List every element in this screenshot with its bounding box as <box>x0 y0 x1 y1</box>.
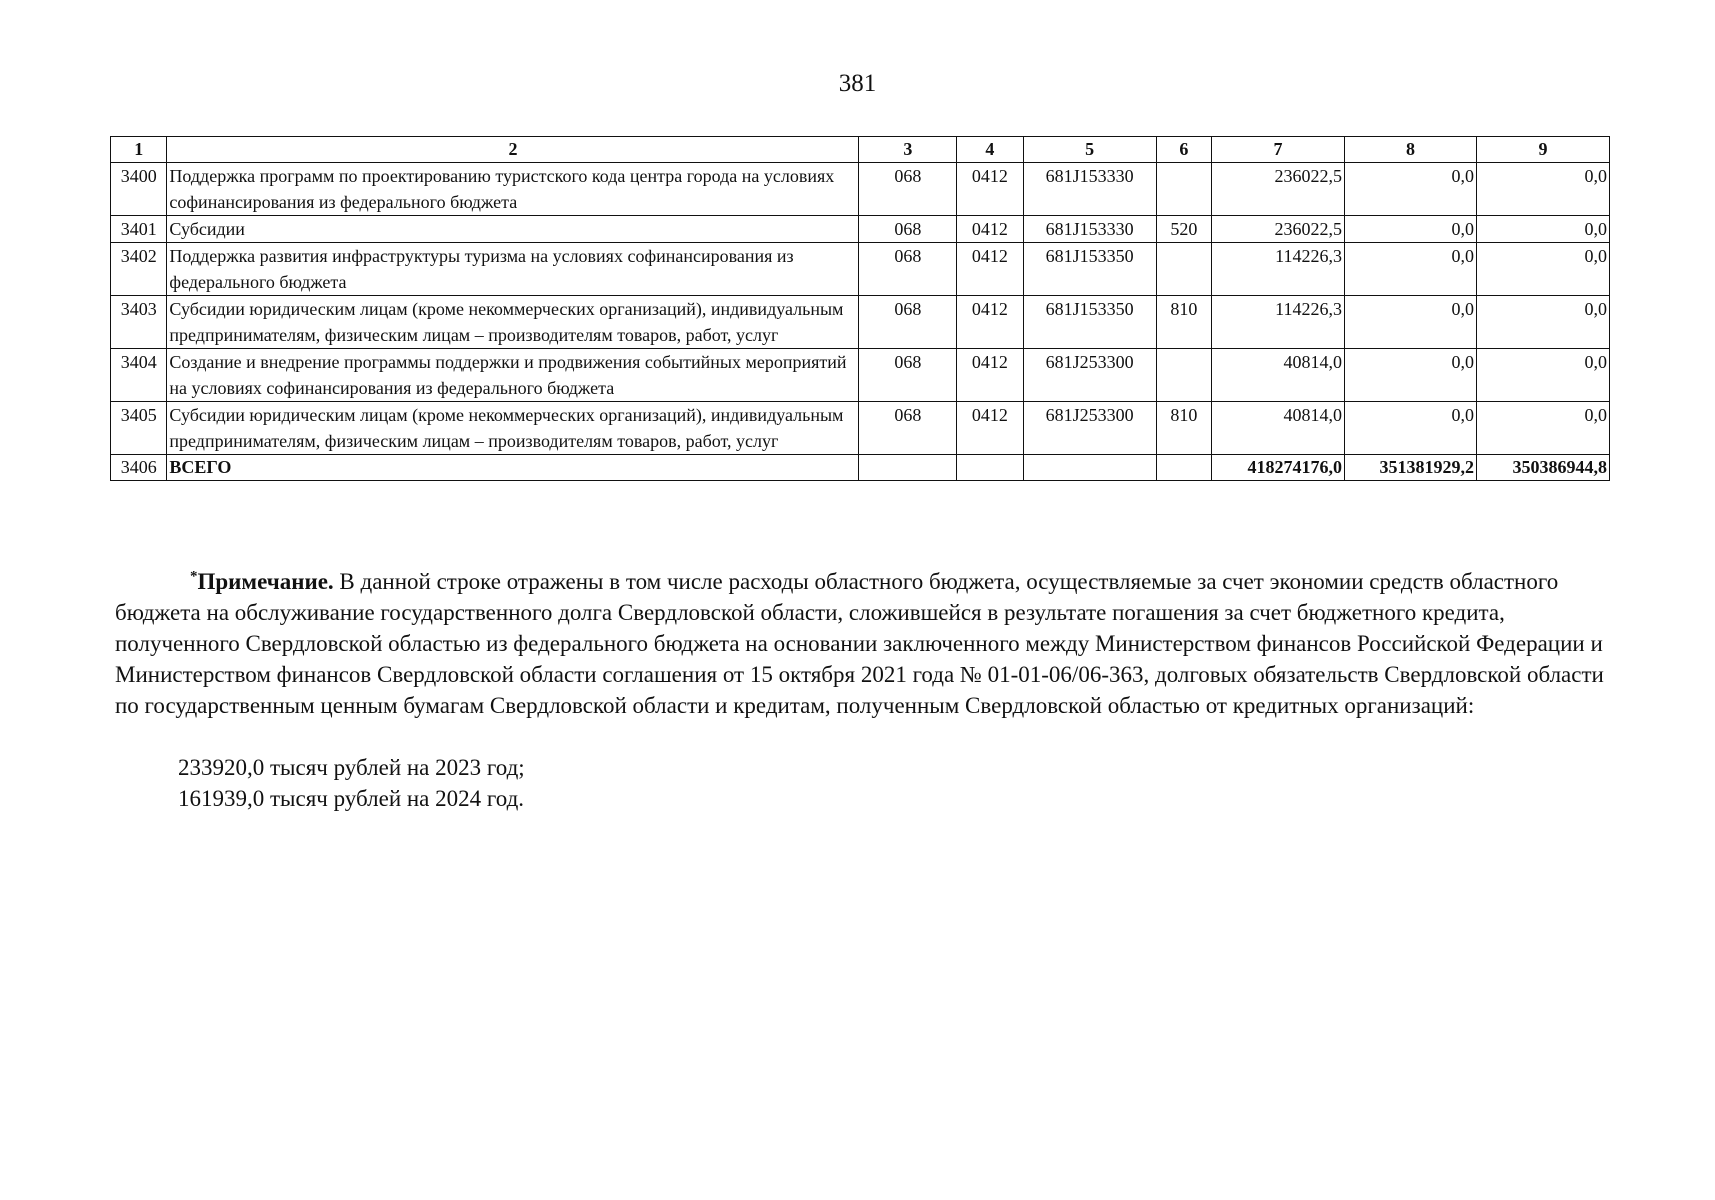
empty-cell <box>957 455 1023 481</box>
row-c4: 0412 <box>957 163 1023 216</box>
row-c4: 0412 <box>957 243 1023 296</box>
row-c3: 068 <box>859 243 957 296</box>
row-c5: 681J153350 <box>1023 296 1156 349</box>
table-row <box>111 216 1610 243</box>
column-header: 9 <box>1476 137 1609 163</box>
note-line-2023: 233920,0 тысяч рублей на 2023 год; <box>178 755 525 780</box>
row-c5: 681J153330 <box>1023 163 1156 216</box>
row-c3: 068 <box>859 402 957 455</box>
column-header: 6 <box>1156 137 1211 163</box>
row-c5: 681J153330 <box>1023 216 1156 243</box>
empty-cell <box>859 455 957 481</box>
column-header: 2 <box>167 137 859 163</box>
row-name: Поддержка развития инфраструктуры туризма на условиях софинансирования из федерального бюджета <box>167 243 859 296</box>
row-c6: 520 <box>1156 216 1211 243</box>
row-c8: 0,0 <box>1345 296 1477 349</box>
note-paragraph <box>115 566 1615 721</box>
total-c9: 350386944,8 <box>1476 455 1609 481</box>
total-code: 3406 <box>111 455 167 481</box>
row-code: 3404 <box>111 349 167 402</box>
empty-cell <box>1156 455 1211 481</box>
row-c8: 0,0 <box>1345 349 1477 402</box>
row-c4: 0412 <box>957 296 1023 349</box>
column-header: 1 <box>111 137 167 163</box>
row-c4: 0412 <box>957 402 1023 455</box>
total-label: ВСЕГО <box>167 455 859 481</box>
row-c7: 114226,3 <box>1212 296 1345 349</box>
row-c4: 0412 <box>957 349 1023 402</box>
row-c7: 40814,0 <box>1212 349 1345 402</box>
row-c5: 681J253300 <box>1023 349 1156 402</box>
row-c7: 236022,5 <box>1212 163 1345 216</box>
row-c6 <box>1156 163 1211 216</box>
row-name: Субсидии юридическим лицам (кроме некоммерческих организаций), индивидуальным предпринимателям, физическим лицам – производителям товаров, работ, услуг <box>167 296 859 349</box>
row-c8: 0,0 <box>1345 216 1477 243</box>
row-c5: 681J153350 <box>1023 243 1156 296</box>
column-header: 4 <box>957 137 1023 163</box>
row-code: 3401 <box>111 216 167 243</box>
row-c9: 0,0 <box>1476 402 1609 455</box>
empty-cell <box>1023 455 1156 481</box>
row-c5: 681J253300 <box>1023 402 1156 455</box>
total-c8: 351381929,2 <box>1345 455 1477 481</box>
note-line-2024: 161939,0 тысяч рублей на 2024 год. <box>178 786 525 811</box>
row-name: Субсидии <box>167 216 859 243</box>
footnote-asterisk: * <box>190 568 198 585</box>
table-row <box>111 402 1610 455</box>
row-c9: 0,0 <box>1476 296 1609 349</box>
column-header: 3 <box>859 137 957 163</box>
row-name: Поддержка программ по проектированию туристского кода центра города на условиях софинансирования из федерального бюджета <box>167 163 859 216</box>
row-code: 3403 <box>111 296 167 349</box>
note-text: В данной строке отражены в том числе расходы областного бюджета, осуществляемые за счет экономии средств областного бюджета на обслуживание государственного долга Свердловской области, сложившейся в результате погашения за счет бюджетного кредита, полученного Свердловской областью из федерального бюджета на основании заключенного между Министерством финансов Российской Федерации и Министерством финансов Свердловской области соглашения от 15 октября 2021 года № 01-01-06/06-363, долговых обязательств Свердловской области по государственным ценным бумагам Свердловской области и кредитам, полученным Свердловской областью от кредитных организаций: <box>115 569 1604 718</box>
row-c3: 068 <box>859 349 957 402</box>
row-c6: 810 <box>1156 402 1211 455</box>
row-c3: 068 <box>859 163 957 216</box>
table-row <box>111 163 1610 216</box>
row-code: 3400 <box>111 163 167 216</box>
row-code: 3402 <box>111 243 167 296</box>
table-header-row <box>111 137 1610 163</box>
row-c8: 0,0 <box>1345 163 1477 216</box>
row-code: 3405 <box>111 402 167 455</box>
row-name: Субсидии юридическим лицам (кроме некоммерческих организаций), индивидуальным предпринимателям, физическим лицам – производителям товаров, работ, услуг <box>167 402 859 455</box>
table-row <box>111 349 1610 402</box>
row-c9: 0,0 <box>1476 163 1609 216</box>
page-number: 381 <box>838 70 877 97</box>
table-row <box>111 243 1610 296</box>
row-c6: 810 <box>1156 296 1211 349</box>
column-header: 8 <box>1345 137 1477 163</box>
column-header: 7 <box>1212 137 1345 163</box>
note-label: Примечание. <box>197 569 334 594</box>
row-c9: 0,0 <box>1476 349 1609 402</box>
row-c6 <box>1156 349 1211 402</box>
row-name: Создание и внедрение программы поддержки и продвижения событийных мероприятий на условиях софинансирования из федерального бюджета <box>167 349 859 402</box>
row-c8: 0,0 <box>1345 243 1477 296</box>
total-c7: 418274176,0 <box>1212 455 1345 481</box>
row-c9: 0,0 <box>1476 216 1609 243</box>
row-c6 <box>1156 243 1211 296</box>
row-c7: 114226,3 <box>1212 243 1345 296</box>
column-header: 5 <box>1023 137 1156 163</box>
table-total-row <box>111 455 1610 481</box>
row-c8: 0,0 <box>1345 402 1477 455</box>
row-c7: 236022,5 <box>1212 216 1345 243</box>
budget-table <box>110 136 1610 481</box>
row-c4: 0412 <box>957 216 1023 243</box>
row-c3: 068 <box>859 296 957 349</box>
row-c7: 40814,0 <box>1212 402 1345 455</box>
row-c9: 0,0 <box>1476 243 1609 296</box>
row-c3: 068 <box>859 216 957 243</box>
table-row <box>111 296 1610 349</box>
